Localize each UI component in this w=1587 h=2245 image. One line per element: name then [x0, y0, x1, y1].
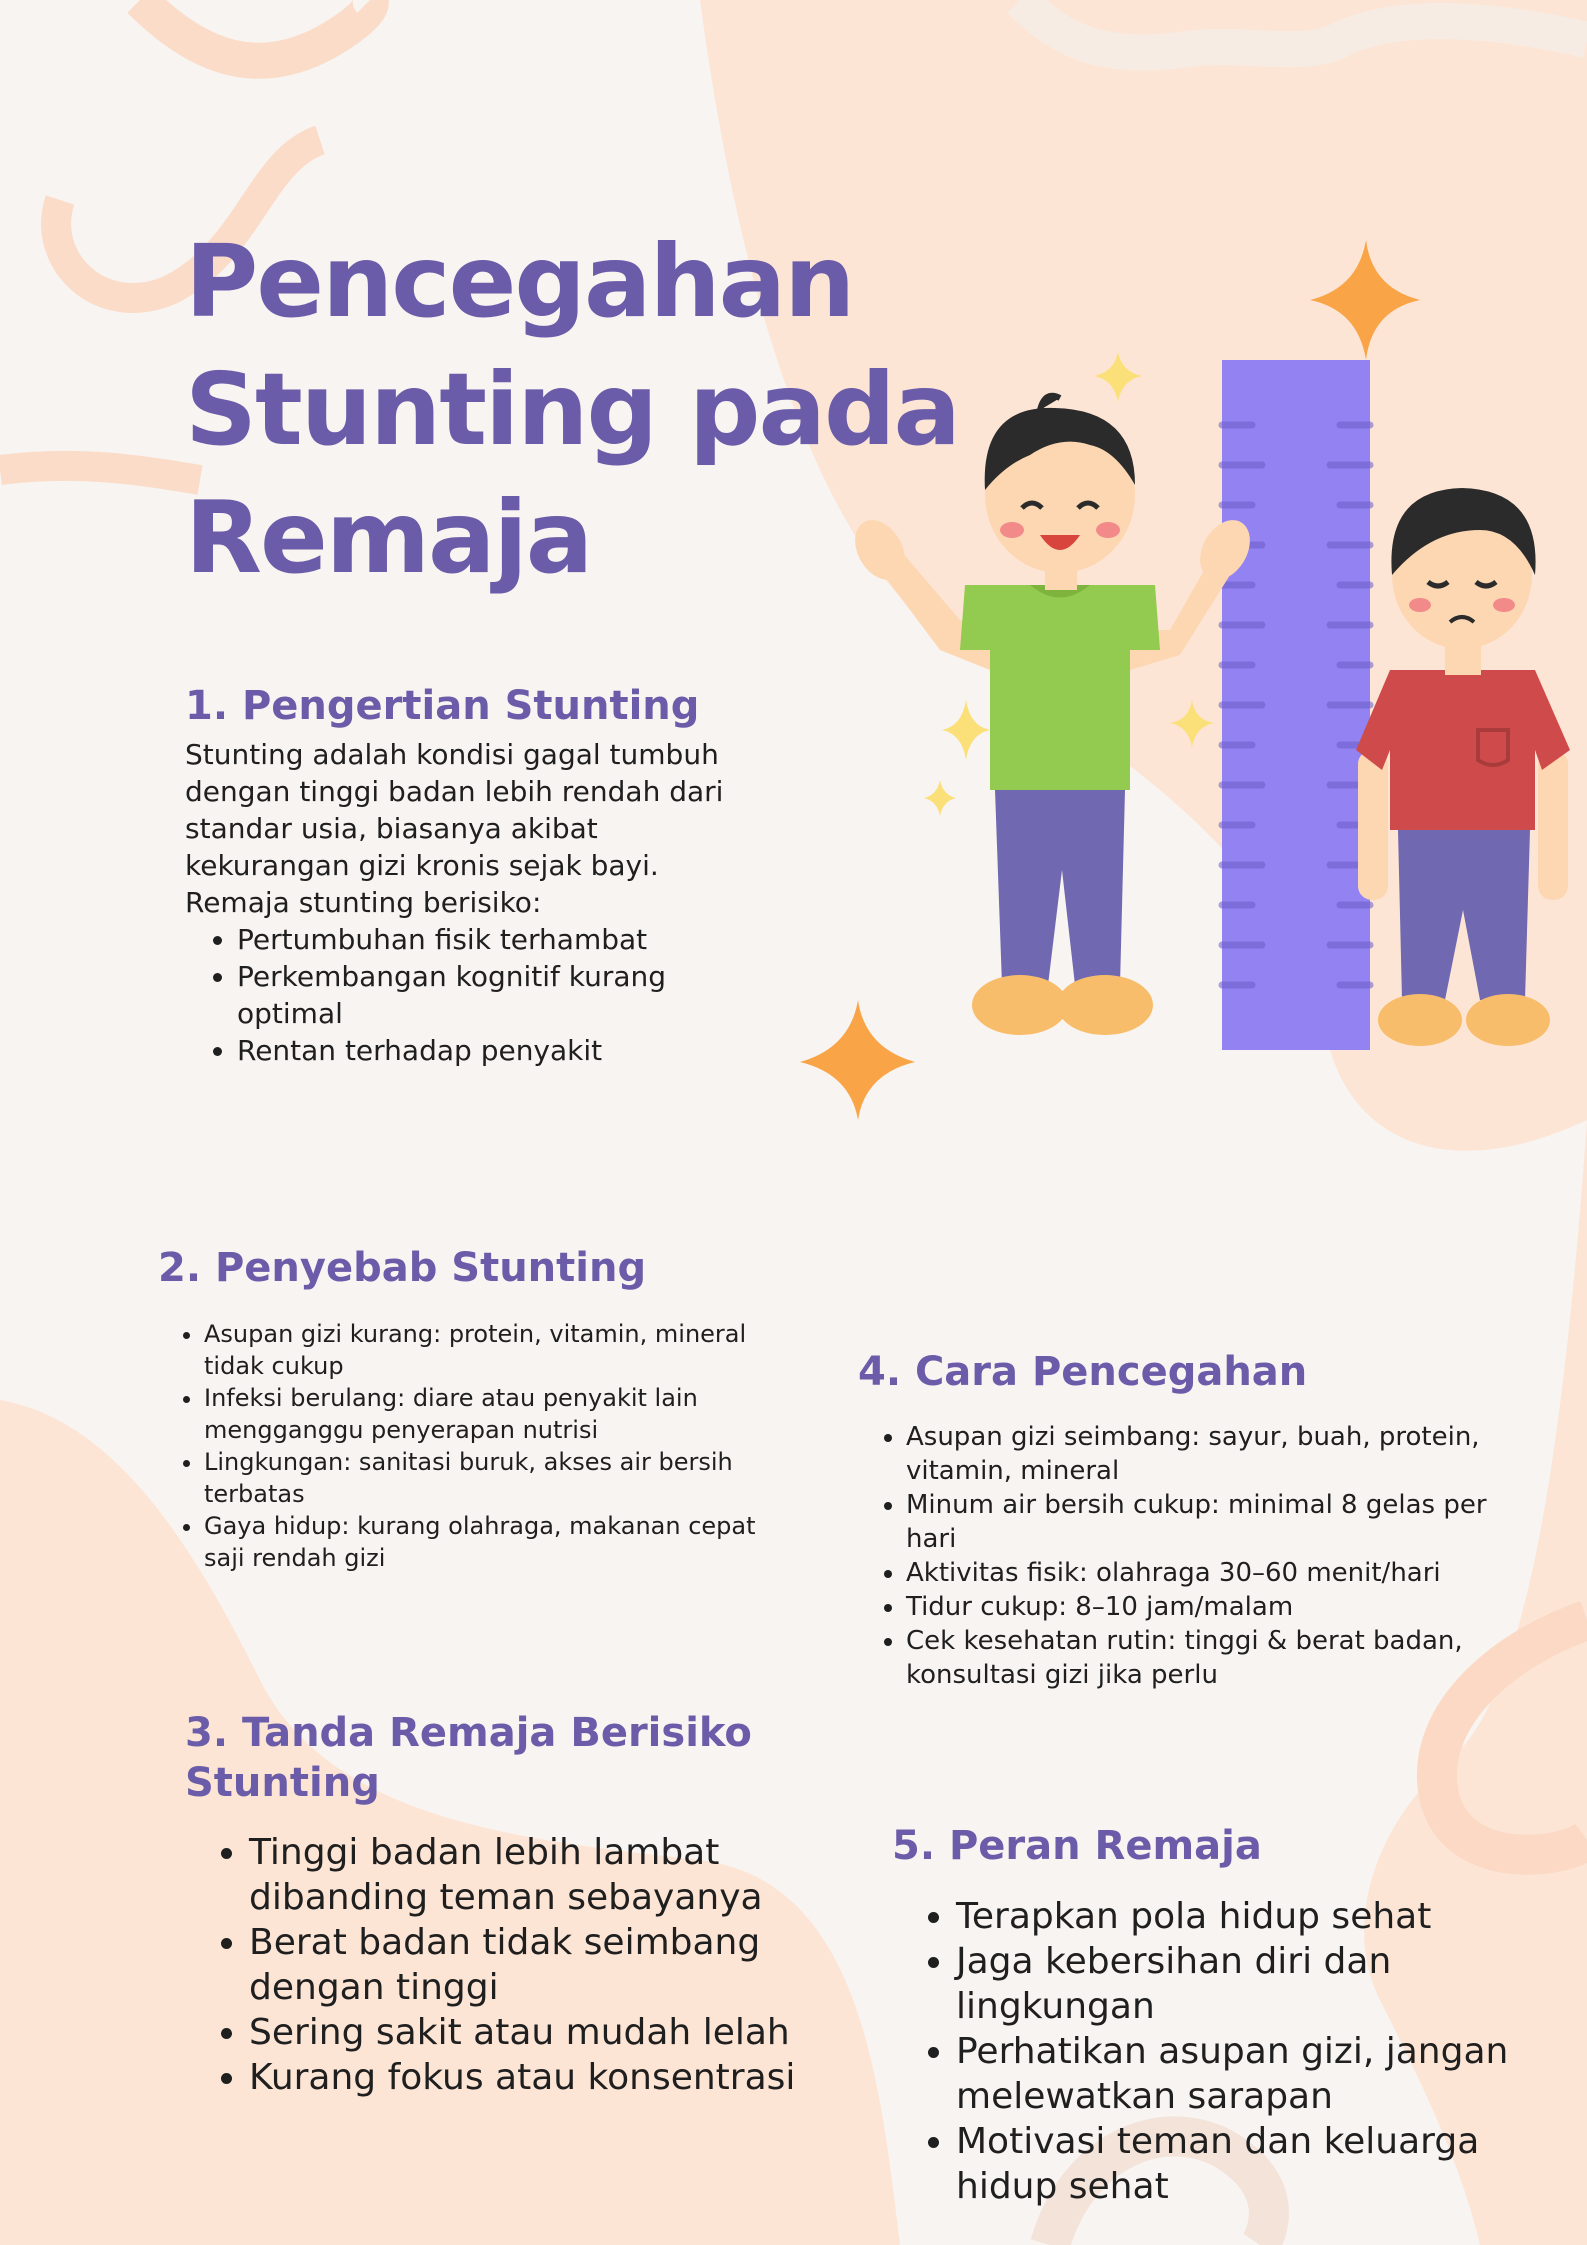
- page-title: [185, 218, 959, 602]
- section-heading: 4. Cara Pencegahan: [858, 1349, 1308, 1395]
- section-heading: 5. Peran Remaja: [892, 1823, 1262, 1869]
- section-heading: 2. Penyebab Stunting: [158, 1245, 647, 1291]
- list-item: • Motivasi teman dan keluarga hidup sehat: [956, 2119, 1532, 2209]
- section-paragraph: Stunting adalah kondisi gagal tumbuh dengan tinggi badan lebih rendah dari standar usia, biasanya akibat kekurangan gizi kronis sejak bayi.: [185, 738, 724, 882]
- list-item: • Cek kesehatan rutin: tinggi & berat badan, konsultasi gizi jika perlu: [906, 1624, 1518, 1692]
- list-item: • Terapkan pola hidup sehat: [956, 1894, 1532, 1939]
- title-line-1: Pencegahan: [185, 223, 854, 340]
- list-item: • Perhatikan asupan gizi, jangan melewatkan sarapan: [956, 2029, 1532, 2119]
- list-item: • Tidur cukup: 8–10 jam/malam: [906, 1590, 1518, 1624]
- section-lead: Remaja stunting berisiko:: [185, 886, 542, 919]
- list-item: • Sering sakit atau mudah lelah: [249, 2010, 805, 2055]
- role-list: [892, 1894, 1532, 2209]
- list-item: • Minum air bersih cukup: minimal 8 gelas per hari: [906, 1488, 1518, 1556]
- short-boy-icon: [1356, 488, 1570, 1046]
- sign-list: [185, 1830, 805, 2100]
- list-item: • Perkembangan kognitif kurang optimal: [237, 958, 745, 1032]
- list-item: • Gaya hidup: kurang olahraga, makanan cepat saji rendah gizi: [204, 1510, 758, 1574]
- section-pencegahan: [858, 1346, 1518, 1692]
- cause-list: [158, 1318, 758, 1574]
- section-heading: 1. Pengertian Stunting: [185, 683, 700, 729]
- section-heading: 3. Tanda Remaja Berisiko Stunting: [185, 1710, 752, 1806]
- list-item: • Rentan terhadap penyakit: [237, 1032, 745, 1069]
- section-pengertian: [185, 680, 745, 1069]
- title-line-2: Stunting pada: [185, 351, 959, 468]
- list-item: • Asupan gizi seimbang: sayur, buah, protein, vitamin, mineral: [906, 1420, 1518, 1488]
- list-item: • Pertumbuhan fisik terhambat: [237, 921, 745, 958]
- list-item: • Kurang fokus atau konsentrasi: [249, 2055, 805, 2100]
- list-item: • Jaga kebersihan diri dan lingkungan: [956, 1939, 1532, 2029]
- section-penyebab: [158, 1242, 758, 1574]
- list-item: • Berat badan tidak seimbang dengan tinggi: [249, 1920, 805, 2010]
- section-peran: [892, 1820, 1532, 2209]
- list-item: • Asupan gizi kurang: protein, vitamin, mineral tidak cukup: [204, 1318, 758, 1382]
- prevention-list: [858, 1420, 1518, 1692]
- list-item: • Lingkungan: sanitasi buruk, akses air bersih terbatas: [204, 1446, 758, 1510]
- risk-list: [185, 921, 745, 1069]
- list-item: • Aktivitas fisik: olahraga 30–60 menit/hari: [906, 1556, 1518, 1590]
- section-tanda: [185, 1708, 805, 2100]
- height-ruler-icon: [1222, 360, 1370, 1050]
- list-item: • Infeksi berulang: diare atau penyakit lain mengganggu penyerapan nutrisi: [204, 1382, 758, 1446]
- title-line-3: Remaja: [185, 479, 592, 596]
- list-item: • Tinggi badan lebih lambat dibanding teman sebayanya: [249, 1830, 805, 1920]
